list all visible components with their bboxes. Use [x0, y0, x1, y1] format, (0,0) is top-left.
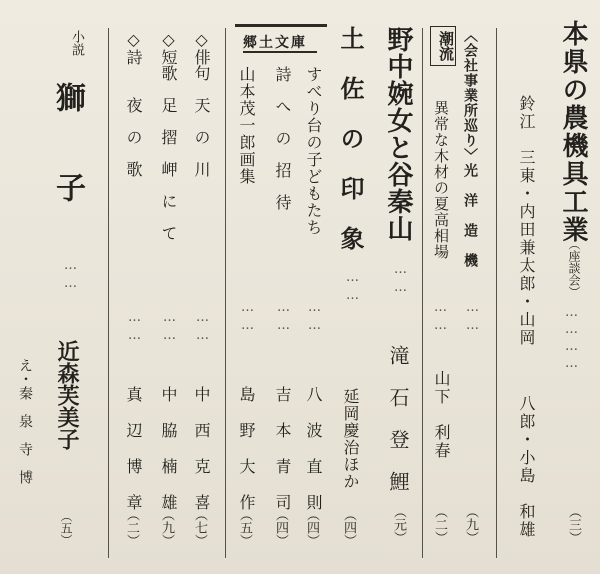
column-divider: [225, 28, 226, 558]
haiku-title[interactable]: ◇俳句 天 の 川: [192, 30, 211, 177]
column-divider: [496, 28, 497, 558]
haiku-dots: ……: [195, 310, 210, 346]
nonaka-page: （元）: [391, 505, 406, 544]
column-divider: [422, 28, 423, 558]
bunko-label: 郷土文庫: [243, 35, 307, 51]
nonaka-title[interactable]: 野中婉女と谷秦山: [383, 26, 413, 242]
bunko-item3-dots: ……: [240, 300, 255, 336]
bunko-label-underline: [243, 51, 317, 53]
bunko-item2-dots: ……: [276, 300, 291, 336]
choryu-item2-page: （二）: [432, 505, 447, 544]
shi-author: 真 辺 博 章: [124, 386, 143, 512]
bunko-item1-title[interactable]: すべり台の子どもたち: [304, 66, 323, 236]
haiku-author: 中 西 克 喜: [192, 386, 211, 512]
tosa-dots: ……: [345, 270, 360, 306]
tanka-title[interactable]: ◇短歌 足 摺 岬 に て: [159, 30, 178, 241]
kikai-participants-2: 八郎・小島 和雄: [517, 395, 536, 539]
tanka-author: 中 脇 楠 雄: [159, 386, 178, 512]
tosa-page: （四）: [341, 508, 356, 547]
shosetsu-dots: ……: [63, 258, 78, 294]
shosetsu-author: 近森芙美子: [54, 340, 80, 450]
tosa-title[interactable]: 土 佐 の 印 象: [336, 26, 365, 251]
tosa-author: 延岡慶治ほか: [341, 388, 360, 490]
shosetsu-label: 小説: [69, 30, 84, 56]
nonaka-dots: ……: [393, 262, 408, 298]
bunko-header-rule: [235, 24, 327, 27]
shosetsu-title[interactable]: 獅 子: [50, 82, 85, 202]
choryu-item2-author: 山下 利春: [432, 370, 451, 460]
column-divider: [108, 28, 109, 558]
bunko-item1-page: （四）: [304, 508, 319, 547]
kikai-participants-1: 鈴江 三東・内田兼太郎・山岡: [517, 95, 536, 347]
choryu-item1-page: （九）: [463, 505, 478, 544]
shi-page: （二）: [124, 508, 139, 547]
bunko-item2-title[interactable]: 詩 へ の 招 待: [273, 66, 292, 210]
choryu-item2-title[interactable]: 異常な木材の夏高相場: [432, 100, 450, 260]
bunko-item3-author: 島 野 大 作: [237, 386, 256, 512]
bunko-item3-page: （五）: [237, 508, 252, 547]
haiku-page: （七）: [192, 508, 207, 547]
bunko-item3-title[interactable]: 山本茂一郎画集: [237, 66, 256, 185]
kikai-title-note: （座談会）: [567, 238, 581, 298]
kikai-dots: …………: [564, 305, 579, 373]
shi-dots: ……: [127, 310, 142, 346]
bunko-item1-author: 八 波 直 則: [304, 386, 323, 512]
bunko-item2-page: （四）: [273, 508, 288, 547]
bunko-item1-dots: ……: [307, 300, 322, 336]
tanka-page: （九）: [159, 508, 174, 547]
choryu-label: 潮流: [430, 26, 456, 66]
choryu-item1-dots: ……: [465, 300, 480, 336]
nonaka-author: 滝 石 登 鯉: [386, 345, 410, 492]
choryu-item1-title[interactable]: 〈会社事業所巡り〉光 洋 造 機: [462, 28, 478, 268]
bunko-item2-author: 吉 本 青 司: [273, 386, 292, 512]
shosetsu-illustration: え・秦 泉 寺 博: [17, 358, 33, 484]
shi-title[interactable]: ◇詩 夜 の 歌: [124, 30, 143, 177]
choryu-item2-dots: ……: [433, 300, 448, 336]
kikai-page: （三）: [566, 505, 581, 544]
kikai-title[interactable]: 本県の農機具工業: [558, 20, 588, 244]
shosetsu-page: （五）: [59, 510, 73, 546]
tanka-dots: ……: [162, 310, 177, 346]
